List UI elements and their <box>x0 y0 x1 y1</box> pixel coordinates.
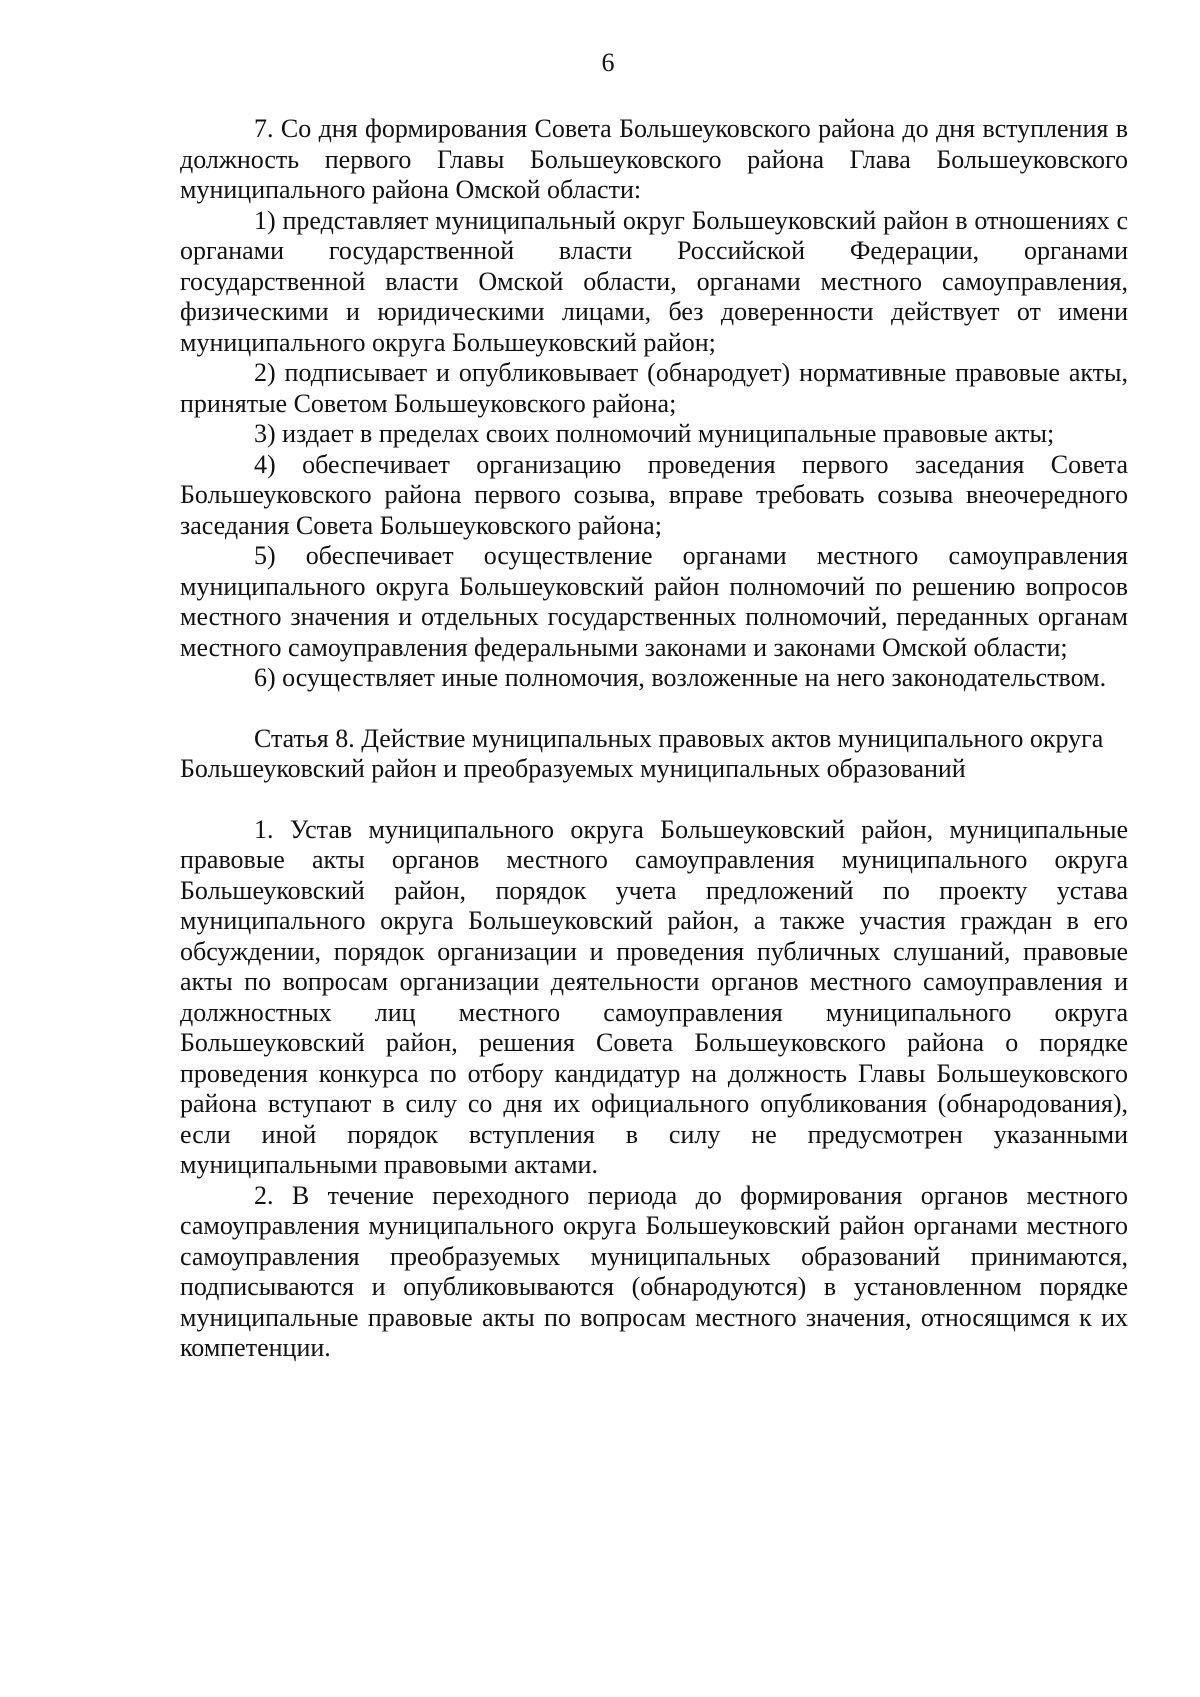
section-7-item-3: 3) издает в пределах своих полномочий муниципальные правовые акты; <box>254 419 1055 448</box>
section-7-item-4: 4) обеспечивает организацию проведения первого заседания Совета Большеуковского района первого созыва, вправе требовать созыва внеочередного заседания Совета Большеуковского района; <box>180 449 1128 540</box>
section-7-item-2: 2) подписывает и опубликовывает (обнародует) нормативные правовые акты, принятые Советом Большеуковского района; <box>180 358 1128 418</box>
document-body <box>180 114 1128 1364</box>
article-8-title: Статья 8. Действие муниципальных правовых актов муниципального округа Большеуковский район и преобразуемых муниципальных образований <box>180 723 1104 783</box>
section-7-intro: 7. Со дня формирования Совета Большеуковского района до дня вступления в должность первого Главы Большеуковского района Глава Большеуковского муниципального района Омской области: <box>180 114 1128 204</box>
section-7-item-6: 6) осуществляет иные полномочия, возложенные на него законодательством. <box>254 663 1107 692</box>
section-7-item-1: 1) представляет муниципальный округ Большеуковский район в отношениях с органами государственной власти Российской Федерации, органами государственной власти Омской области, органами местного самоуправления, физическими и юридическими лицами, без доверенности действует от имени муниципального округа Большеуковский район; <box>180 205 1128 357</box>
spacer <box>180 785 1128 815</box>
page-number: 6 <box>601 48 615 77</box>
article-8-paragraph-2: 2. В течение переходного периода до формирования органов местного самоуправления муниципального округа Большеуковский район органами местного самоуправления преобразуемых муниципальных образований принимаются, подписываются и опубликовываются (обнародуются) в установленном порядке муниципальные правовые акты по вопросам местного значения, относящимся к их компетенции. <box>180 1180 1128 1362</box>
section-7-item-5: 5) обеспечивает осуществление органами местного самоуправления муниципального округа Большеуковский район полномочий по решению вопросов местного значения и отдельных государственных полномочий, переданных органам местного самоуправления федеральными законами и законами Омской области; <box>180 541 1128 662</box>
article-8-paragraph-1: 1. Устав муниципального округа Большеуковский район, муниципальные правовые акты органов местного самоуправления муниципального округа Большеуковский район, порядок учета предложений по проекту устава муниципального округа Большеуковский район, а также участия граждан в его обсуждении, порядок организации и проведения публичных слушаний, правовые акты по вопросам организации деятельности органов местного самоуправления и должностных лиц местного самоуправления муниципального округа Большеуковский район, решения Совета Большеуковского района о порядке проведения конкурса по отбору кандидатур на должность Главы Большеуковского района вступают в силу со дня их официального опубликования (обнародования), если иной порядок вступления в силу не предусмотрен указанными муниципальными правовыми актами. <box>180 814 1128 1179</box>
spacer <box>180 694 1128 724</box>
